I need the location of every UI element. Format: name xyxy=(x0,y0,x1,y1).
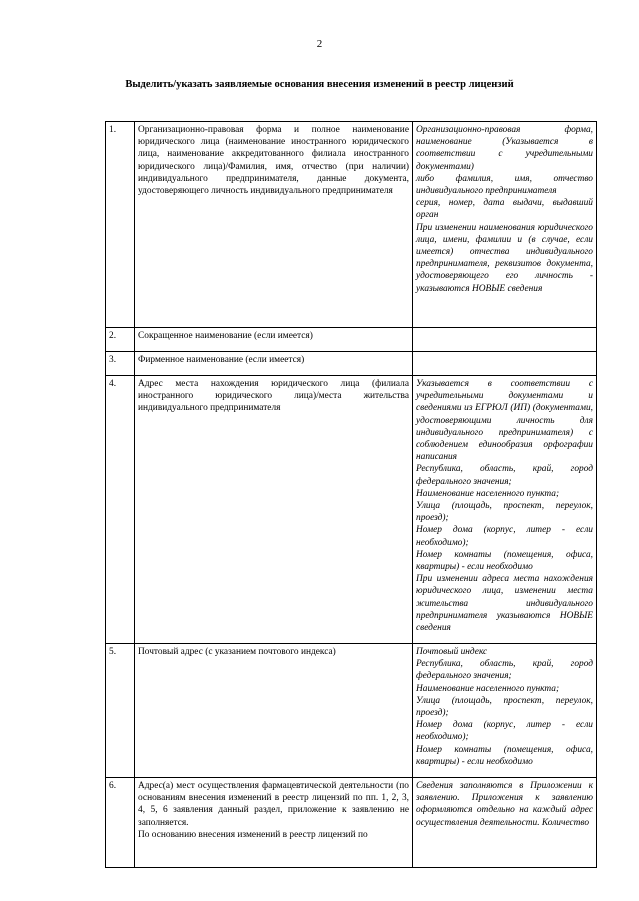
row-instruction: Организационно-правовая форма, наименование (Указывается в соответствии с учредительными документами) либо фамилия, имя, отчество индивидуального предпринимателя серия, номер, дата выдачи, выдавший орган При изменении наименования юридического лица, имени, фамилии и (в случае, если имеется) отчества индивидуального предпринимателя, реквизитов документа, удостоверяющего его личность - указываются НОВЫЕ сведения xyxy=(413,122,597,328)
row-instruction: Сведения заполняются в Приложении к заявлению. Приложения к заявлению оформляются отдельно на каждый адрес осуществления деятельности. Количество xyxy=(413,778,597,868)
row-description: Почтовый адрес (с указанием почтового индекса) xyxy=(135,644,413,778)
table-row xyxy=(106,122,597,328)
row-number: 3. xyxy=(106,352,135,376)
table-row xyxy=(106,376,597,644)
row-number: 1. xyxy=(106,122,135,328)
row-instruction: Почтовый индекс Республика, область, край, город федерального значения; Наименование населенного пункта; Улица (площадь, проспект, переулок, проезд); Номер дома (корпус, литер - если необходимо); Номер комнаты (помещения, офиса, квартиры) - если необходимо xyxy=(413,644,597,778)
table-row xyxy=(106,644,597,778)
changes-table xyxy=(105,121,597,868)
row-instruction xyxy=(413,328,597,352)
row-number: 2. xyxy=(106,328,135,352)
row-description: Организационно-правовая форма и полное наименование юридического лица (наименование иностранного юридического лица, наименование аккредитованного филиала иностранного юридического лица)/Фамилия, имя, отчество (при наличии) индивидуального предпринимателя, данные документа, удостоверяющего личность индивидуального предпринимателя xyxy=(135,122,413,328)
table-row xyxy=(106,328,597,352)
row-description: Фирменное наименование (если имеется) xyxy=(135,352,413,376)
row-number: 6. xyxy=(106,778,135,868)
row-number: 4. xyxy=(106,376,135,644)
row-number: 5. xyxy=(106,644,135,778)
row-instruction: Указывается в соответствии с учредительными документами и сведениями из ЕГРЮЛ (ИП) (документами, удостоверяющими личность для индивидуального предпринимателя) с соблюдением единообразия орфографии написания Республика, область, край, город федерального значения; Наименование населенного пункта; Улица (площадь, проспект, переулок, проезд); Номер дома (корпус, литер - если необходимо); Номер комнаты (помещения, офиса, квартиры) - если необходимо При изменении адреса места нахождения юридического лица, изменении места жительства индивидуального предпринимателя указываются НОВЫЕ сведения xyxy=(413,376,597,644)
page-number: 2 xyxy=(316,38,323,50)
row-description: Сокращенное наименование (если имеется) xyxy=(135,328,413,352)
row-description: Адрес места нахождения юридического лица (филиала иностранного юридического лица)/места жительства индивидуального предпринимателя xyxy=(135,376,413,644)
table-row xyxy=(106,778,597,868)
row-description: Адрес(а) мест осуществления фармацевтической деятельности (по основаниям внесения изменений в реестр лицензий по пп. 1, 2, 3, 4, 5, 6 заявления данный раздел, приложение к заявлению не заполняется. По основанию внесения изменений в реестр лицензий по xyxy=(135,778,413,868)
document-heading: Выделить/указать заявляемые основания внесения изменений в реестр лицензий xyxy=(125,79,514,90)
table-row xyxy=(106,352,597,376)
row-instruction xyxy=(413,352,597,376)
